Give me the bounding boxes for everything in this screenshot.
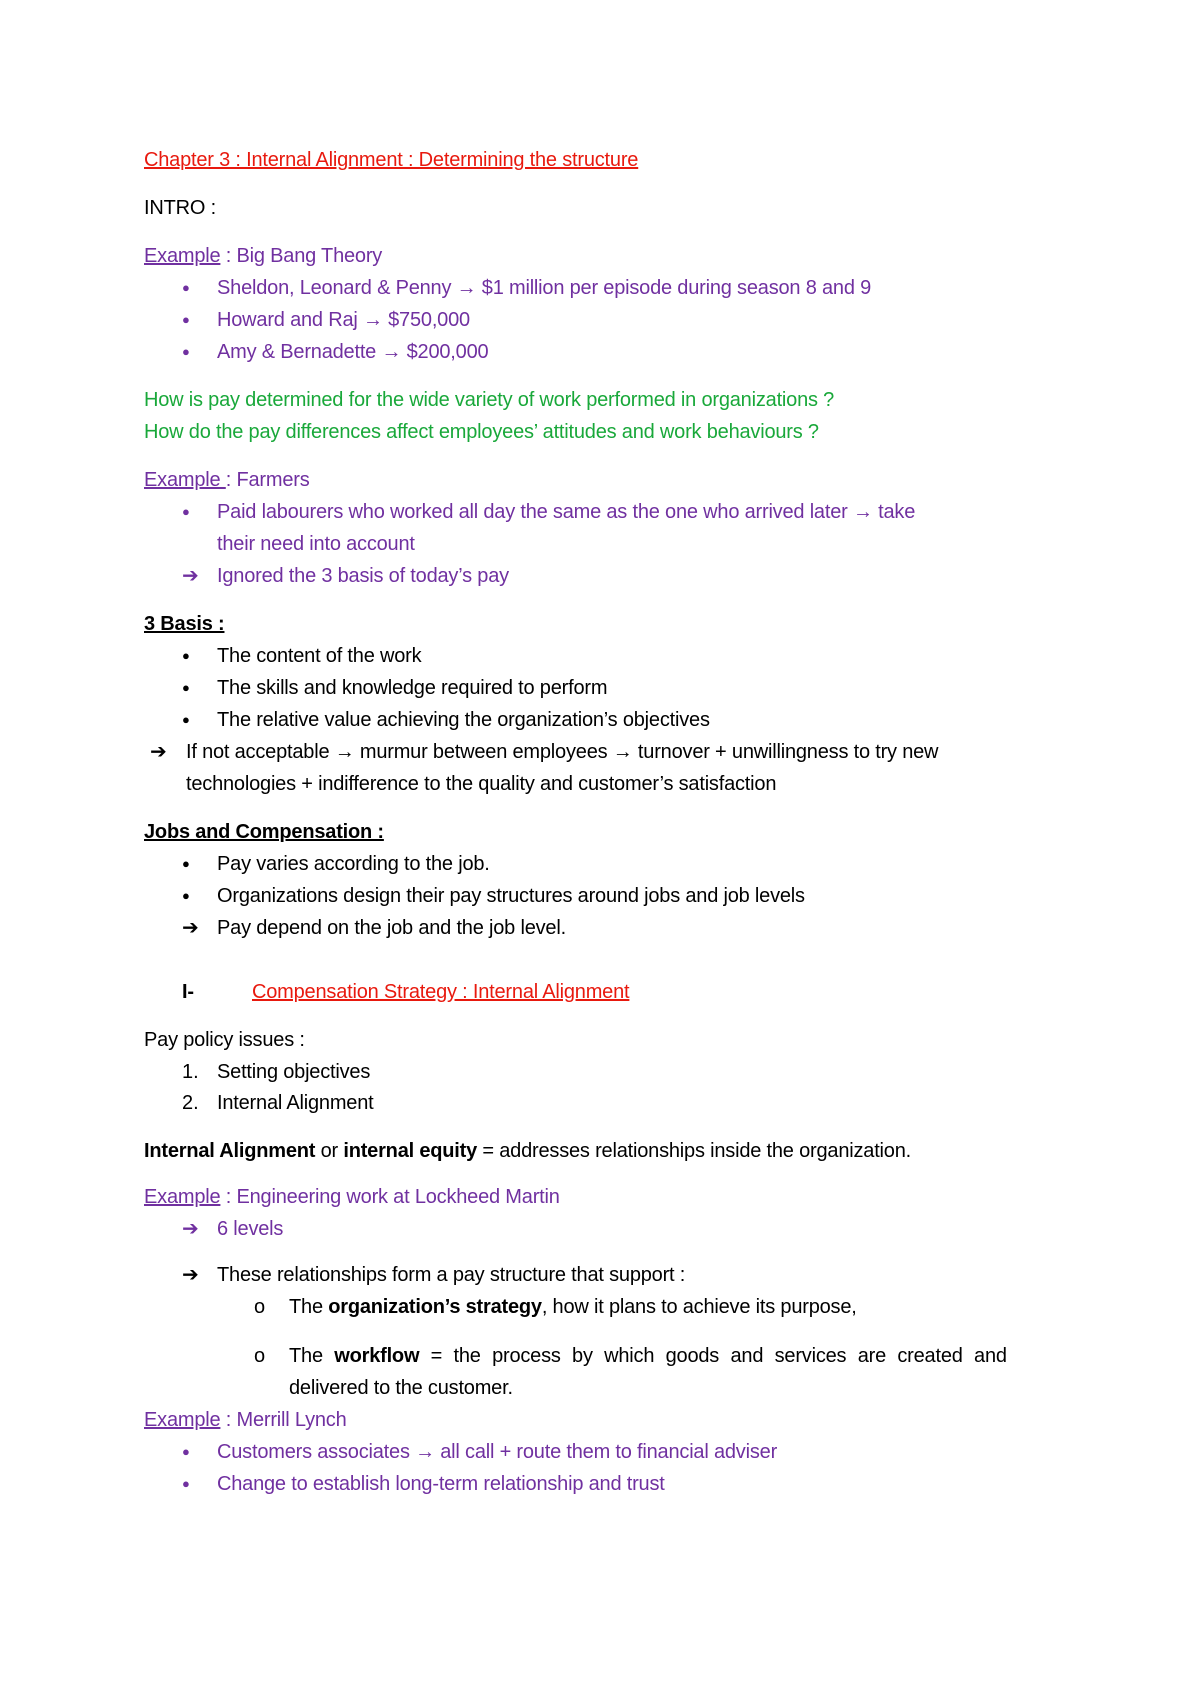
sub-item-term: organization’s strategy — [328, 1296, 542, 1318]
bullet-icon — [182, 307, 190, 333]
chapter-title: Chapter 3 : Internal Alignment : Determining the structure — [144, 149, 639, 171]
example-label: Example — [144, 1409, 221, 1431]
example-lockheed — [144, 1184, 560, 1210]
definition-text: = addresses relationships inside the organization. — [477, 1140, 912, 1162]
arrow-item: Ignored the 3 basis of today’s pay — [217, 565, 509, 587]
sub-item-continuation: delivered to the customer. — [289, 1377, 513, 1399]
example-merrill — [144, 1407, 347, 1433]
list-item: Paid labourers who worked all day the same as the one who arrived later → take — [217, 501, 916, 523]
bullet-icon — [182, 339, 190, 365]
bullet-icon — [182, 675, 190, 701]
example-topic: : Farmers — [225, 469, 310, 491]
sub-item-text: The — [289, 1296, 329, 1318]
arrow-icon — [182, 1216, 199, 1242]
list-item: Customers associates → all call + route them to financial adviser — [217, 1441, 778, 1463]
bullet-icon — [182, 707, 190, 733]
pay-policy-heading: Pay policy issues : — [144, 1029, 305, 1051]
arrow-icon — [182, 1262, 199, 1288]
example-label: Example — [144, 1186, 221, 1208]
list-item: Internal Alignment — [217, 1092, 374, 1114]
example-topic: : Merrill Lynch — [220, 1409, 347, 1431]
list-item: Howard and Raj → $750,000 — [217, 309, 470, 331]
sub-item-text: = the process by which goods and services are created and — [419, 1345, 1007, 1367]
basis-heading: 3 Basis : — [144, 613, 225, 635]
question-line: How do the pay differences affect employees’ attitudes and work behaviours ? — [144, 421, 819, 443]
bullet-icon — [182, 275, 190, 301]
definition-line — [144, 1138, 911, 1164]
example-big-bang — [144, 243, 382, 269]
example-farmers — [144, 467, 310, 493]
arrow-icon — [182, 563, 199, 589]
bullet-icon — [182, 851, 190, 877]
arrow-item-continuation: technologies + indifference to the quality and customer’s satisfaction — [186, 773, 777, 795]
sub-item-text: The — [289, 1345, 335, 1367]
jobs-heading: Jobs and Compensation : — [144, 821, 384, 843]
list-item: Organizations design their pay structures around jobs and job levels — [217, 885, 805, 907]
sub-item — [289, 1343, 1007, 1369]
example-topic: : Engineering work at Lockheed Martin — [220, 1186, 560, 1208]
list-item: The relative value achieving the organization’s objectives — [217, 709, 710, 731]
arrow-item: Pay depend on the job and the job level. — [217, 917, 566, 939]
list-item-continuation: their need into account — [217, 533, 415, 555]
arrow-item: If not acceptable → murmur between employees → turnover + unwillingness to try new — [186, 741, 939, 763]
bullet-icon — [182, 1471, 190, 1497]
question-line: How is pay determined for the wide variety of work performed in organizations ? — [144, 389, 835, 411]
list-item: Amy & Bernadette → $200,000 — [217, 341, 489, 363]
list-item: Pay varies according to the job. — [217, 853, 490, 875]
definition-connector: or — [315, 1140, 344, 1162]
arrow-icon — [150, 739, 167, 765]
sub-item — [289, 1294, 857, 1320]
list-item: The content of the work — [217, 645, 422, 667]
definition-term: Internal Alignment — [144, 1140, 316, 1162]
list-item: Sheldon, Leonard & Penny → $1 million per episode during season 8 and 9 — [217, 277, 872, 299]
list-item: The skills and knowledge required to perform — [217, 677, 608, 699]
intro-heading: INTRO : — [144, 197, 216, 219]
circle-bullet-icon — [254, 1343, 265, 1369]
arrow-item: These relationships form a pay structure that support : — [217, 1264, 686, 1286]
arrow-item: 6 levels — [217, 1218, 284, 1240]
circle-bullet-icon — [254, 1294, 265, 1320]
section-number: I- — [182, 981, 194, 1003]
list-item: Setting objectives — [217, 1061, 371, 1083]
list-item: Change to establish long-term relationship and trust — [217, 1473, 665, 1495]
example-label: Example — [144, 245, 221, 267]
definition-term: internal equity — [343, 1140, 478, 1162]
example-label: Example — [144, 469, 226, 491]
example-topic: : Big Bang Theory — [220, 245, 383, 267]
arrow-icon — [182, 915, 199, 941]
bullet-icon — [182, 499, 190, 525]
bullet-icon — [182, 643, 190, 669]
list-number: 1. — [182, 1061, 199, 1083]
bullet-icon — [182, 1439, 190, 1465]
bullet-icon — [182, 883, 190, 909]
section-title: Compensation Strategy : Internal Alignment — [252, 981, 630, 1003]
sub-item-text: , how it plans to achieve its purpose, — [541, 1296, 857, 1318]
list-number: 2. — [182, 1092, 199, 1114]
sub-item-term: workflow — [334, 1345, 420, 1367]
